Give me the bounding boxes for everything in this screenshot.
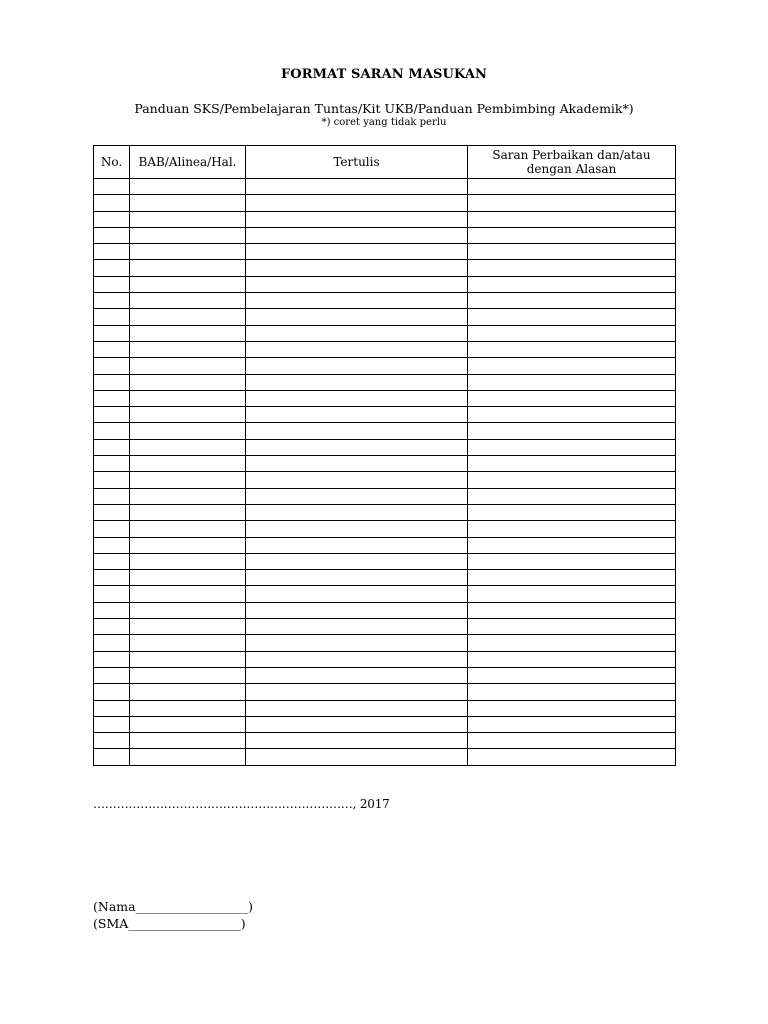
cell-tertulis[interactable]	[246, 586, 468, 602]
table-row	[94, 488, 676, 504]
table-row	[94, 651, 676, 667]
cell-no[interactable]	[94, 586, 130, 602]
cell-no[interactable]	[94, 293, 130, 309]
cell-tertulis[interactable]	[246, 227, 468, 243]
cell-bab[interactable]	[130, 260, 246, 276]
cell-no[interactable]	[94, 602, 130, 618]
cell-tertulis[interactable]	[246, 341, 468, 357]
table-row	[94, 407, 676, 423]
cell-bab[interactable]	[130, 537, 246, 553]
table-row	[94, 716, 676, 732]
table-row	[94, 325, 676, 341]
cell-no[interactable]	[94, 716, 130, 732]
cell-bab[interactable]	[130, 504, 246, 520]
table-row	[94, 667, 676, 683]
table-row	[94, 472, 676, 488]
cell-tertulis[interactable]	[246, 439, 468, 455]
cell-no[interactable]	[94, 537, 130, 553]
signature-school-line: (SMA__________________)	[93, 916, 246, 931]
cell-bab[interactable]	[130, 211, 246, 227]
cell-bab[interactable]	[130, 439, 246, 455]
cell-tertulis[interactable]	[246, 423, 468, 439]
table-header-row	[94, 146, 676, 179]
cell-no[interactable]	[94, 358, 130, 374]
cell-bab[interactable]	[130, 619, 246, 635]
cell-no[interactable]	[94, 749, 130, 765]
cell-tertulis[interactable]	[246, 390, 468, 406]
cell-saran[interactable]	[468, 488, 676, 504]
cell-tertulis[interactable]	[246, 244, 468, 260]
table-row	[94, 293, 676, 309]
table-row	[94, 195, 676, 211]
cell-tertulis[interactable]	[246, 309, 468, 325]
document-subtitle: Panduan SKS/Pembelajaran Tuntas/Kit UKB/Panduan Pembimbing Akademik*)	[134, 101, 634, 116]
cell-no[interactable]	[94, 700, 130, 716]
cell-tertulis[interactable]	[246, 504, 468, 520]
cell-bab[interactable]	[130, 325, 246, 341]
cell-no[interactable]	[94, 651, 130, 667]
cell-no[interactable]	[94, 684, 130, 700]
cell-no[interactable]	[94, 570, 130, 586]
cell-saran[interactable]	[468, 667, 676, 683]
cell-bab[interactable]	[130, 570, 246, 586]
table-row	[94, 570, 676, 586]
cell-tertulis[interactable]	[246, 667, 468, 683]
column-header-no: No.	[94, 146, 130, 179]
cell-tertulis[interactable]	[246, 602, 468, 618]
table-row	[94, 619, 676, 635]
table-row	[94, 179, 676, 195]
cell-bab[interactable]	[130, 293, 246, 309]
cell-saran[interactable]	[468, 439, 676, 455]
cell-saran[interactable]	[468, 325, 676, 341]
cell-no[interactable]	[94, 635, 130, 651]
date-line: …………………………………………………………, 2017	[93, 797, 390, 811]
cell-no[interactable]	[94, 325, 130, 341]
cell-no[interactable]	[94, 423, 130, 439]
table-body	[94, 179, 676, 766]
cell-bab[interactable]	[130, 309, 246, 325]
table-row	[94, 456, 676, 472]
cell-saran[interactable]	[468, 504, 676, 520]
table-row	[94, 276, 676, 292]
cell-bab[interactable]	[130, 472, 246, 488]
cell-tertulis[interactable]	[246, 684, 468, 700]
table-row	[94, 537, 676, 553]
cell-saran[interactable]	[468, 341, 676, 357]
cell-tertulis[interactable]	[246, 619, 468, 635]
column-header-bab: BAB/Alinea/Hal.	[130, 146, 246, 179]
cell-saran[interactable]	[468, 374, 676, 390]
cell-tertulis[interactable]	[246, 358, 468, 374]
cell-saran[interactable]	[468, 570, 676, 586]
table-row	[94, 749, 676, 765]
cell-no[interactable]	[94, 553, 130, 569]
cell-tertulis[interactable]	[246, 700, 468, 716]
table-row	[94, 390, 676, 406]
cell-tertulis[interactable]	[246, 211, 468, 227]
cell-saran[interactable]	[468, 195, 676, 211]
table-row	[94, 358, 676, 374]
cell-saran[interactable]	[468, 227, 676, 243]
cell-tertulis[interactable]	[246, 651, 468, 667]
cell-saran[interactable]	[468, 358, 676, 374]
cell-tertulis[interactable]	[246, 260, 468, 276]
cell-no[interactable]	[94, 521, 130, 537]
cell-no[interactable]	[94, 733, 130, 749]
cell-no[interactable]	[94, 260, 130, 276]
cell-tertulis[interactable]	[246, 472, 468, 488]
table-row	[94, 700, 676, 716]
cell-no[interactable]	[94, 390, 130, 406]
cell-saran[interactable]	[468, 700, 676, 716]
cell-saran[interactable]	[468, 684, 676, 700]
cell-saran[interactable]	[468, 211, 676, 227]
cell-no[interactable]	[94, 211, 130, 227]
cell-saran[interactable]	[468, 537, 676, 553]
cell-tertulis[interactable]	[246, 276, 468, 292]
cell-tertulis[interactable]	[246, 716, 468, 732]
cell-bab[interactable]	[130, 195, 246, 211]
cell-tertulis[interactable]	[246, 749, 468, 765]
cell-no[interactable]	[94, 341, 130, 357]
table-row	[94, 374, 676, 390]
table-row	[94, 244, 676, 260]
column-header-tertulis: Tertulis	[246, 146, 468, 179]
cell-bab[interactable]	[130, 521, 246, 537]
cell-no[interactable]	[94, 179, 130, 195]
cell-bab[interactable]	[130, 733, 246, 749]
cell-no[interactable]	[94, 276, 130, 292]
cell-bab[interactable]	[130, 700, 246, 716]
cell-bab[interactable]	[130, 602, 246, 618]
table-row	[94, 684, 676, 700]
cell-bab[interactable]	[130, 586, 246, 602]
cell-saran[interactable]	[468, 733, 676, 749]
cell-tertulis[interactable]	[246, 635, 468, 651]
cell-bab[interactable]	[130, 667, 246, 683]
cell-bab[interactable]	[130, 407, 246, 423]
table-row	[94, 309, 676, 325]
footnote: *) coret yang tidak perlu	[321, 117, 447, 128]
cell-saran[interactable]	[468, 260, 676, 276]
cell-no[interactable]	[94, 488, 130, 504]
cell-saran[interactable]	[468, 407, 676, 423]
cell-saran[interactable]	[468, 390, 676, 406]
cell-tertulis[interactable]	[246, 537, 468, 553]
cell-bab[interactable]	[130, 684, 246, 700]
cell-bab[interactable]	[130, 488, 246, 504]
cell-saran[interactable]	[468, 521, 676, 537]
cell-tertulis[interactable]	[246, 407, 468, 423]
cell-saran[interactable]	[468, 276, 676, 292]
table-row	[94, 211, 676, 227]
table-row	[94, 602, 676, 618]
cell-saran[interactable]	[468, 244, 676, 260]
table-row	[94, 504, 676, 520]
cell-bab[interactable]	[130, 374, 246, 390]
cell-no[interactable]	[94, 456, 130, 472]
cell-saran[interactable]	[468, 602, 676, 618]
cell-saran[interactable]	[468, 749, 676, 765]
cell-saran[interactable]	[468, 423, 676, 439]
cell-bab[interactable]	[130, 179, 246, 195]
cell-tertulis[interactable]	[246, 325, 468, 341]
cell-no[interactable]	[94, 195, 130, 211]
table-row	[94, 423, 676, 439]
cell-tertulis[interactable]	[246, 553, 468, 569]
cell-saran[interactable]	[468, 651, 676, 667]
cell-bab[interactable]	[130, 749, 246, 765]
cell-no[interactable]	[94, 504, 130, 520]
cell-bab[interactable]	[130, 341, 246, 357]
cell-no[interactable]	[94, 227, 130, 243]
cell-no[interactable]	[94, 309, 130, 325]
cell-bab[interactable]	[130, 358, 246, 374]
table-row	[94, 586, 676, 602]
cell-saran[interactable]	[468, 635, 676, 651]
cell-tertulis[interactable]	[246, 570, 468, 586]
cell-tertulis[interactable]	[246, 733, 468, 749]
table-row	[94, 260, 676, 276]
table-row	[94, 521, 676, 537]
cell-saran[interactable]	[468, 293, 676, 309]
table-row	[94, 553, 676, 569]
cell-saran[interactable]	[468, 472, 676, 488]
cell-bab[interactable]	[130, 456, 246, 472]
cell-tertulis[interactable]	[246, 195, 468, 211]
cell-saran[interactable]	[468, 456, 676, 472]
table-row	[94, 227, 676, 243]
cell-tertulis[interactable]	[246, 488, 468, 504]
cell-no[interactable]	[94, 374, 130, 390]
cell-bab[interactable]	[130, 553, 246, 569]
cell-tertulis[interactable]	[246, 374, 468, 390]
cell-tertulis[interactable]	[246, 179, 468, 195]
cell-bab[interactable]	[130, 390, 246, 406]
cell-saran[interactable]	[468, 619, 676, 635]
cell-no[interactable]	[94, 472, 130, 488]
cell-no[interactable]	[94, 244, 130, 260]
table-row	[94, 341, 676, 357]
cell-bab[interactable]	[130, 716, 246, 732]
cell-saran[interactable]	[468, 716, 676, 732]
signature-name-line: (Nama__________________)	[93, 899, 253, 914]
table-row	[94, 635, 676, 651]
feedback-table	[93, 145, 676, 766]
cell-no[interactable]	[94, 407, 130, 423]
column-header-saran: Saran Perbaikan dan/atau dengan Alasan	[468, 146, 676, 179]
cell-saran[interactable]	[468, 553, 676, 569]
cell-tertulis[interactable]	[246, 521, 468, 537]
cell-bab[interactable]	[130, 276, 246, 292]
cell-no[interactable]	[94, 667, 130, 683]
table-row	[94, 439, 676, 455]
cell-no[interactable]	[94, 439, 130, 455]
table-row	[94, 733, 676, 749]
cell-bab[interactable]	[130, 635, 246, 651]
cell-bab[interactable]	[130, 244, 246, 260]
cell-tertulis[interactable]	[246, 456, 468, 472]
cell-saran[interactable]	[468, 309, 676, 325]
cell-bab[interactable]	[130, 227, 246, 243]
cell-saran[interactable]	[468, 179, 676, 195]
cell-bab[interactable]	[130, 651, 246, 667]
document-title: FORMAT SARAN MASUKAN	[280, 67, 488, 82]
cell-tertulis[interactable]	[246, 293, 468, 309]
cell-no[interactable]	[94, 619, 130, 635]
cell-bab[interactable]	[130, 423, 246, 439]
cell-saran[interactable]	[468, 586, 676, 602]
